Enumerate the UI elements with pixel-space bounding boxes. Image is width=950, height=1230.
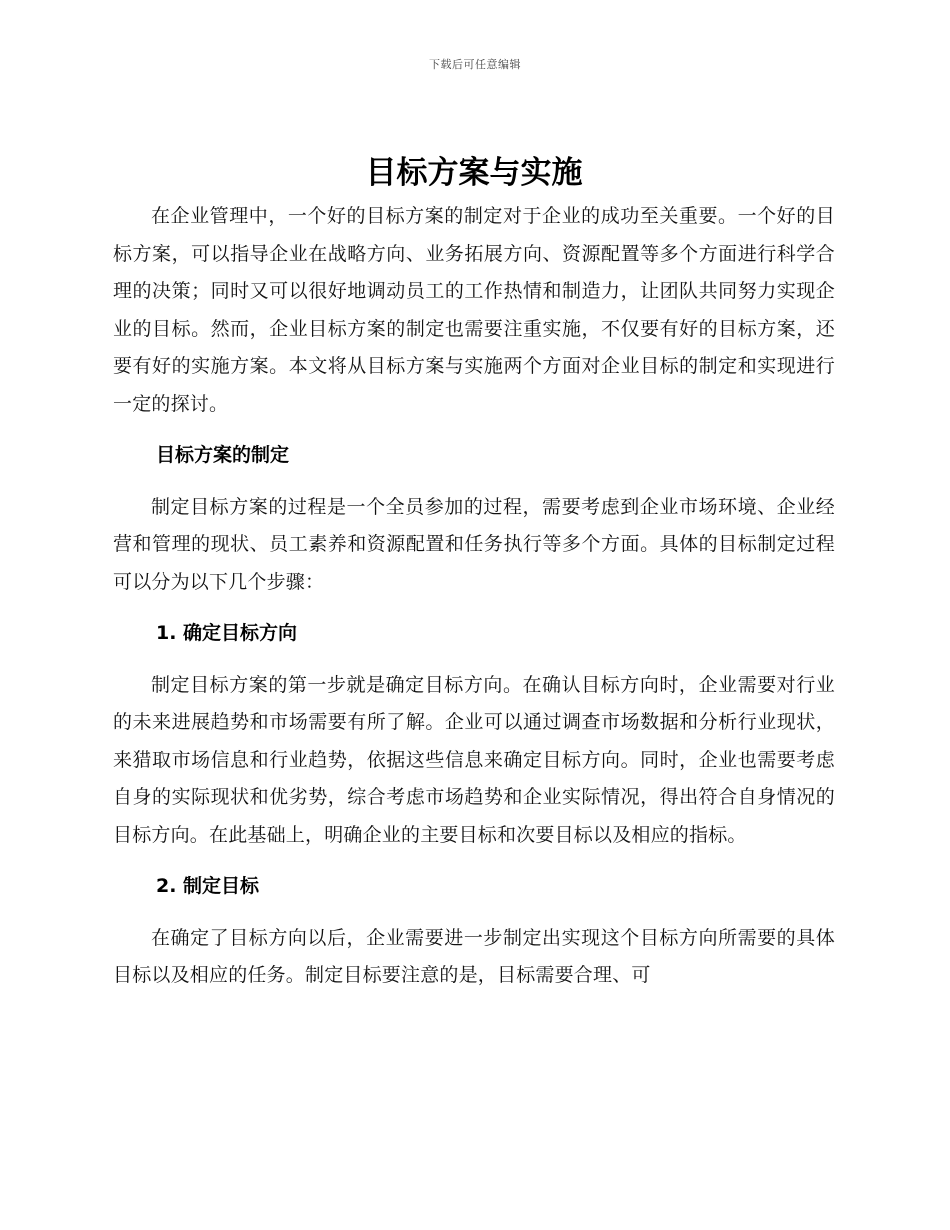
step-heading-2: 2. 制定目标 xyxy=(156,875,260,897)
intro-paragraph: 在企业管理中，一个好的目标方案的制定对于企业的成功至关重要。一个好的目标方案，可以指导企业在战略方向、业务拓展方向、资源配置等多个方面进行科学合理的决策；同时又可以很好地调动员工的工作热情和制造力，让团队共同努力实现企业的目标。然而，企业目标方案的制定也需要注重实施，不仅要有好的目标方案，还要有好的实施方案。本文将从目标方案与实施两个方面对企业目标的制定和实现进行一定的探讨。 xyxy=(113,205,835,415)
step-paragraph-1: 制定目标方案的第一步就是确定目标方向。在确认目标方向时，企业需要对行业的未来进展趋势和市场需要有所了解。企业可以通过调查市场数据和分析行业现状，来猎取市场信息和行业趋势，依据这些信息来确定目标方向。同时，企业也需要考虑自身的实际现状和优劣势，综合考虑市场趋势和企业实际情况，得出符合自身情况的目标方向。在此基础上，明确企业的主要目标和次要目标以及相应的指标。 xyxy=(113,673,835,846)
spacer xyxy=(113,601,835,615)
document-title: 目标方案与实施 xyxy=(365,155,583,191)
spacer xyxy=(113,906,835,920)
section-heading-goal-plan: 目标方案的制定 xyxy=(156,444,290,466)
spacer xyxy=(113,423,835,437)
section-paragraph-goal-plan: 制定目标方案的过程是一个全员参加的过程，需要考虑到企业市场环境、企业经营和管理的现状、员工素养和资源配置和任务执行等多个方面。具体的目标制定过程可以分为以下几个步骤： xyxy=(113,495,835,593)
spacer xyxy=(113,653,835,667)
spacer xyxy=(113,475,835,489)
document-body xyxy=(113,148,835,995)
step-heading-1: 1. 确定目标方向 xyxy=(156,622,298,644)
spacer xyxy=(113,854,835,868)
step-paragraph-2: 在确定了目标方向以后，企业需要进一步制定出实现这个目标方向所需要的具体目标以及相应的任务。制定目标要注意的是，目标需要合理、可 xyxy=(113,926,835,986)
header-note: 下载后可任意编辑 xyxy=(429,58,521,71)
